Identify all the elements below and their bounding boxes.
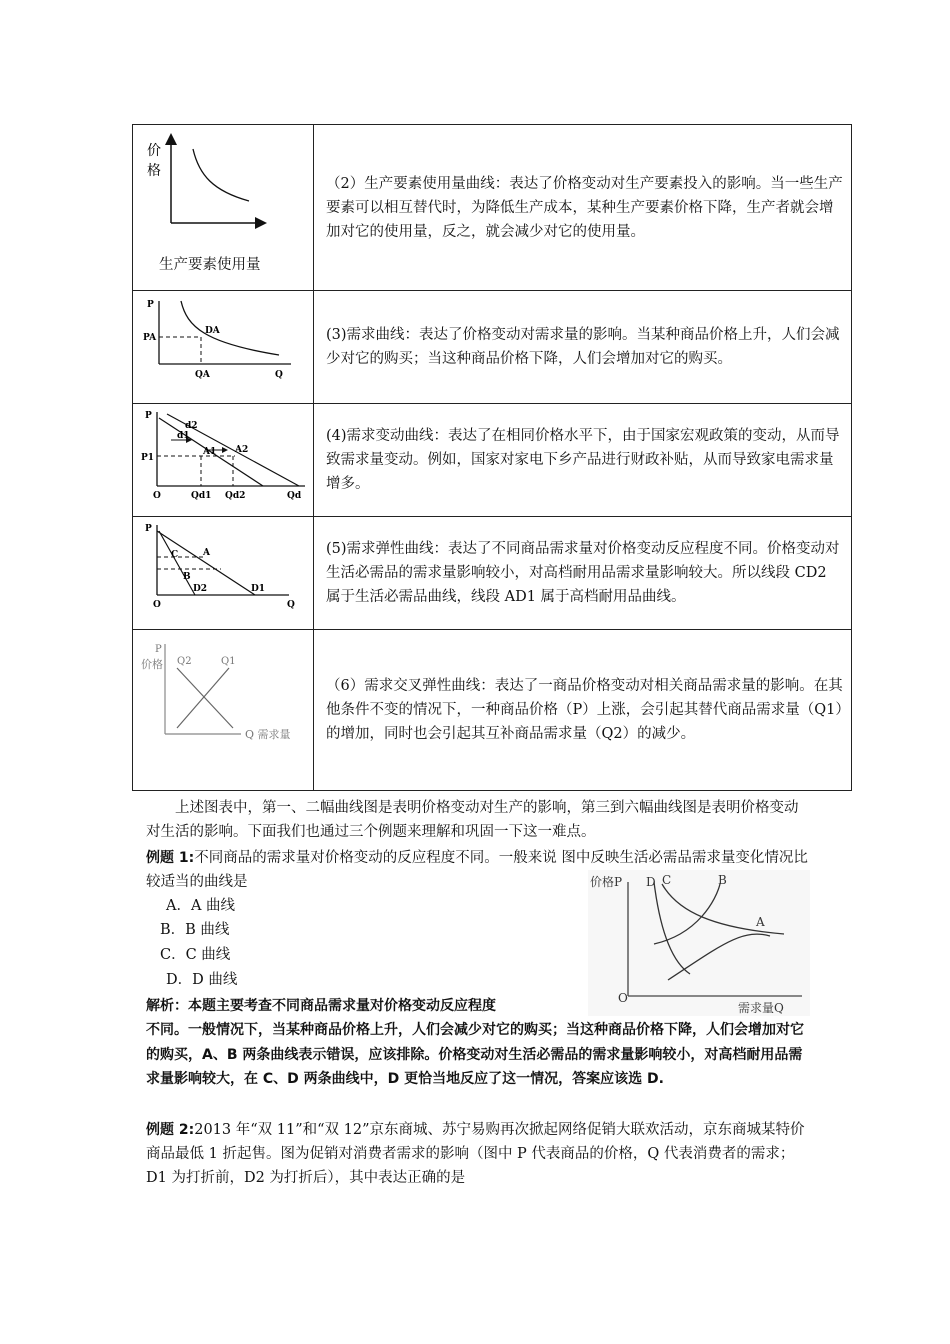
table-row [133,517,852,630]
table-row [133,291,852,404]
origin-label: O [153,491,161,501]
table-row [133,125,852,291]
curve-b-label: B [718,873,727,887]
line-cd2 [159,531,195,595]
row-text: （2）生产要素使用量曲线：表达了价格变动对生产要素投入的影响。当一些生产要素可以相互替代时，为降低生产成本，某种生产要素价格下降，生产者就会增加对它的使用量，反之，就会减少对它的使用量。 [314,125,852,291]
origin-label: O [618,991,628,1005]
row-text: （6）需求交叉弹性曲线：表达了一商品价格变动对相关商品需求量的影响。在其他条件不变的情况下，一种商品价格（P）上涨，会引起其替代商品需求量（Q1）的增加，同时也会引起其互补商品需求量（Q2）的减少。 [314,630,852,791]
elasticity-chart [133,517,313,629]
demand-chart [133,291,313,403]
d2-label: D2 [193,584,208,594]
cross-elasticity-figure [133,630,314,791]
row-text: (5)需求弹性曲线：表达了不同商品需求量对价格变动反应程度不同。价格变动对生活必需品的需求量影响较小，对高档耐用品需求量影响较大。所以线段 CD2 属于生活必需品曲线，线段 AD1 属于高档耐用品曲线。 [314,517,852,630]
analysis-body: 不同。一般情况下，当某种商品价格上升，人们会减少对它的购买；当这种商品价格下降，人们会增加对它的购买，A、B 两条曲线表示错误，应该排除。价格变动对生活必需品的需求量影响较小，对高档耐用品需求量影响较大，在 C、D 两条曲线中，D 更恰当地反应了这一情况，答案应该选 D. [146,1022,804,1087]
d1-label: D1 [251,584,266,594]
demand-curve-figure [133,291,314,404]
origin-label: O [153,600,161,610]
example2-paragraph [146,1118,808,1190]
demand-curve [181,301,279,355]
elasticity-figure [133,517,314,630]
p-label: P [145,411,152,421]
x-axis-label: 需求量Q [738,1001,784,1015]
option-d: D．D 曲线 [166,972,238,988]
example2-text: 2013 年“双 11”和“双 12”京东商城、苏宁易购再次掀起网络促销大联欢活动，京东商城某特价商品最低 1 折起售。图为促销对消费者需求的影响（图中 P 代表商品的价格，Q 代表消费者的需求；D1 为打折前，D2 为打折后），其中表达正确的是 [146,1122,805,1186]
intro-paragraph: 上述图表中，第一、二幅曲线图是表明价格变动对生产的影响，第三到六幅曲线图是表明价格变动对生活的影响。下面我们也通过三个例题来理解和巩固一下这一难点。 [146,800,799,840]
qa-label: QA [195,370,210,380]
example1-label: 例题 1: [146,850,195,866]
q-axis-label: Q 需求量 [245,728,291,741]
p-label: P [145,524,152,534]
factor-usage-figure [133,125,314,291]
curve-a-label: A [756,915,765,929]
y-label-1: 价 [147,143,161,159]
table-row [133,404,852,517]
option-b: B．B 曲线 [160,922,230,938]
curves-table [132,124,852,791]
d1-label: d1 [177,431,190,441]
cross-elasticity-chart [133,630,313,790]
q-label: Q [275,370,283,380]
qd-label: Qd [287,491,302,501]
y-label-2: 格 [147,163,161,179]
demand-shift-chart [133,404,313,516]
p-label: P [155,644,162,655]
example1-figure [588,870,810,1016]
da-label: DA [205,326,220,336]
row-text: (4)需求变动曲线：表达了在相同价格水平下，由于国家宏观政策的变动，从而导致需求量变动。例如，国家对家电下乡产品进行财政补贴，从而导致家电需求量增多。 [314,404,852,517]
option-c: C．C 曲线 [160,947,231,963]
a-label: A [203,548,210,558]
curve-c-label: C [662,873,672,887]
demand-curve [193,149,249,201]
curve-d-label: D [646,875,656,889]
qd2-label: Qd2 [225,491,246,501]
analysis-line-1: 解析：本题主要考查不同商品需求量对价格变动反应程度 [146,998,496,1014]
p-label: P [147,300,154,310]
row-text: (3)需求曲线：表达了价格变动对需求量的影响。当某种商品价格上升，人们会减少对它的购买；当这种商品价格下降，人们会增加对它的购买。 [314,291,852,404]
price-label: 价格 [141,658,163,671]
c-label: C [171,550,179,560]
qd1-label: Qd1 [191,491,212,501]
a2-label: A2 [235,445,249,455]
d2-label: d2 [185,421,198,431]
pa-label: PA [143,333,157,343]
option-a: A．A 曲线 [166,898,236,914]
table-row [133,630,852,791]
example1-question-text: 不同商品的需求量对价格变动的反应程度不同。一般来说 图中反映生活必需品需求量变化情况比较适当的曲线是 [146,850,808,890]
q-label: Q [287,600,295,610]
figure-caption: 生产要素使用量 [159,257,261,273]
q2-label: Q2 [177,656,192,667]
q1-label: Q1 [221,656,236,667]
a1-label: A1 [203,447,217,457]
b-label: B [183,572,191,582]
y-axis-label: 价格P [590,875,623,889]
demand-shift-figure [133,404,314,517]
p1-label: P1 [141,453,155,463]
example2-label: 例题 2: [146,1122,195,1138]
